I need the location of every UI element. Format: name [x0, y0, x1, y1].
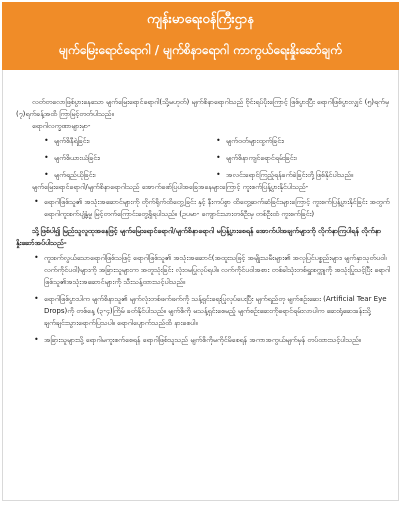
notice-title: မျက်မြေးရောင်ရောဂါ / မျက်စိနာရောဂါ ကာကွယ်ရေးနှိုးဆော်ချက်	[59, 43, 342, 57]
notice-body	[16, 96, 391, 351]
notice-header	[2, 2, 399, 70]
prevention-item: • ကူးစက်လွယ်သောရောဂါဖြစ်သဖြင့် ရောဂါဖြစ်သူ၏ အသုံးအဆောင်(အထူးသဖြင့် အမျိုးသမီးများ၏ အလှပြင်ပစ္စည်းများ၊ မျက်နှာသုတ်ပဝါ၊ လက်ကိုင်ပဝါ)များကို အခြားသူများက အတူသုံးခြင်း လုံးဝမပြုလုပ်ရပါ။ လက်ကိုင်ပဝါအစား တစ်ခါသုံးတစ်ရှူးစက္ကူကို အသုံးပြုသင့်ပြီး ရောဂါဖြစ်သူ၏အသုံးအဆောင်များကို သီးသန့်ထားသင့်ပါသည်။	[34, 252, 391, 288]
symptom-item: • မျက်စိနီရဲခြင်း၊	[44, 135, 216, 147]
intro-paragraph: လတ်တလောဖြစ်ပွားနေသော မျက်မြေးရောင်ရောဂါ(သို့မဟုတ်) မျက်စိနာရောဂါသည် ဗိုင်းရပ်ပိုးကြောင့် ဖြစ်ပွားပြီး ရောဂါဖြစ်ပွားလျှင် (၅)ရက်မှ (၇)ရက်ခန့်အထိ ကြာမြင့်တတ်ပါသည်။	[16, 98, 389, 118]
spread-item: • ရောဂါဖြစ်သူ၏ အသုံးအဆောင်များကို တိုက်ရိုက်ထိတွေ့ခြင်း နှင့် နီးကပ်စွာ ထိတွေ့ဆက်ဆံခြင်းများကြောင့် ကူးစက်ပြန့်ပွားနိုင်ခြင်း အတွက် ရောဂါကူးစက်ပျံ့နှံ့မှု မြင့်တက်ကြောင်းတွေ့ရှိရပါသည်။ (ဥပမာ- ကျောင်းသားတစ်ဦးမှ တစ်ဦးထံ ကူးစက်ခြင်း)	[34, 196, 391, 220]
prevention-intro: သို့ဖြစ်ပါ၍ မြည်သူလူထုအနေဖြင့် မျက်မြေးရောင်ရောဂါ/မျက်စိနာရောဂါ မပြန့်ပွားစေရန် အောက်ပါအချက်များကို လိုက်နာကြပါရန် လိုက်နာနှိုးဆော်အပ်ပါသည်-	[16, 227, 382, 247]
symptoms-list	[16, 135, 391, 181]
symptoms-heading: ရောဂါလက္ခဏာများမှာ-	[32, 122, 91, 130]
symptom-item: • မျက်ရည်ယိုခြင်း၊	[44, 169, 216, 181]
symptom-item: • မျက်ဝတ်များထွက်ခြင်း၊	[216, 135, 403, 147]
ministry-title: ကျန်းမာရေးဝန်ကြီးဌာန	[147, 12, 254, 27]
prevention-item: • အခြားသူများသို့ ရောဂါမကူးစက်စေရန် ရောဂါဖြစ်သူသည် မျက်စိကိုမကိုင်မိစေရန် အကာအကွယ်မျက်မှန် တပ်ထားသင့်ပါသည်။	[34, 334, 391, 346]
symptom-item: • အလင်းရောင်ကြည့်ရန်ခက်ခဲခြင်းတို့ဖြစ်နိုင်ပါသည်။	[216, 169, 403, 181]
symptom-item: • မျက်စိယားယံခြင်း၊	[44, 152, 216, 164]
prevention-item: • ရောဂါဖြစ်ပွားပါက မျက်စိနာသူ၏ မျက်လုံးတစ်ဖက်ဖက်ကို သန့်ရှင်းရေးပြုလုပ်ပေးပြီး မျက်ရည်တု မျက်စဉ်းဆေး (Artificial Tear Eye Drops)ကို တစ်နေ့ (၃-၄)ကြိမ် ခတ်နိုင်ပါသည်။ မျက်စိကို မသန့်ရှင်းစေမည့် မျက်စဉ်းဆေးကိုရောင်ရမ်းလာပါက ဆေးရုံဆေးခန်းသို့ ချက်ချင်းသွားရောက်ပြသပါ။ ရောဂါပျောက်သည်ထိ နားစေပါ။	[34, 293, 391, 329]
prevention-list	[16, 252, 391, 346]
spread-heading: မျက်မြေးရောင်ရောဂါ/မျက်စိနာရောဂါသည် အောက်ဖော်ပြပါအခြေအနေများကြောင့် ကူးစက်ပြန့်ပွားနိုင်ပါသည်-	[32, 183, 309, 191]
spread-list	[16, 196, 391, 220]
symptom-item: • မျက်စိနာကျင်ရောင်ရမ်းခြင်း၊	[216, 152, 403, 164]
